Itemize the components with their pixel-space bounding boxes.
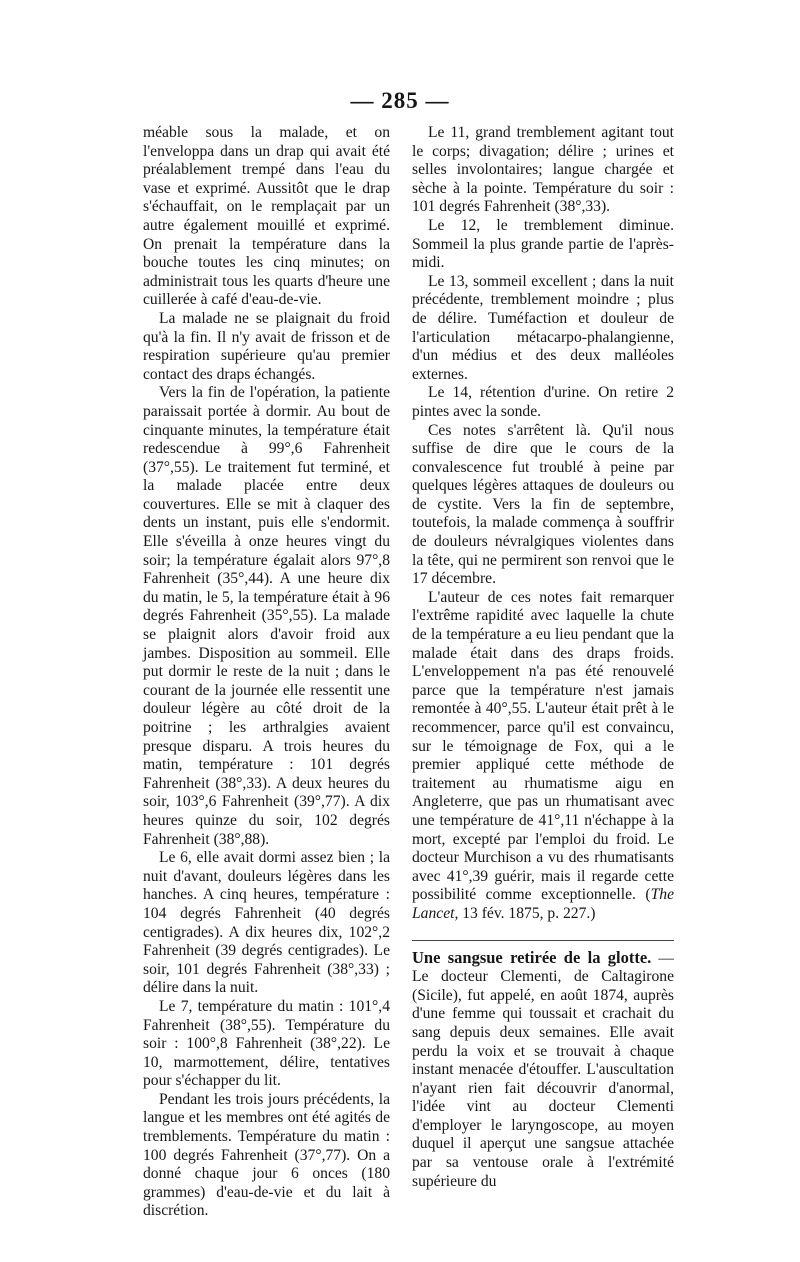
right-column — [412, 124, 674, 1191]
right-paragraph-2: Le 12, le tremblement diminue. Sommeil la plus grande partie de l'après-midi. — [412, 216, 674, 272]
left-column — [143, 124, 390, 1221]
citation-journal: The Lancet, — [412, 886, 674, 922]
section-divider — [412, 940, 674, 941]
right-paragraph-5: Ces notes s'arrêtent là. Qu'il nous suffise de dire que le cours de la convalescence fut troublé à peine par quelques légères attaques de douleurs ou de cystite. Vers la fin de septembre, toutefois, la malade commença à souffrir de douleurs névralgiques violentes dans la tête, qui ne permirent son renvoi que le 17 décembre. — [412, 421, 674, 588]
right-paragraph-1: Le 11, grand tremblement agitant tout le corps; divagation; délire ; urines et selles involontaires; langue chargée et sèche à la pointe. Température du soir : 101 degrés Fahrenheit (38°,33). — [412, 124, 674, 216]
article-paragraph — [412, 949, 674, 1192]
right-paragraph-3: Le 13, sommeil excellent ; dans la nuit précédente, tremblement moindre ; plus de délire. Tuméfaction et douleur de l'articulation métacarpo-phalangienne, d'un médius et des deux malléoles externes. — [412, 272, 674, 383]
right-paragraph-6 — [412, 589, 674, 924]
page-number: — 285 — — [350, 88, 450, 113]
right-paragraph-4: Le 14, rétention d'urine. On retire 2 pintes avec la sonde. — [412, 384, 674, 420]
article-body: — Le docteur Clementi, de Caltagirone (Sicile), fut appelé, en août 1874, auprès d'une femme qui toussait et crachait du sang depuis deux semaines. Elle avait perdu la voix et se trouvait à chaque instant menacée d'étouffer. L'auscultation n'ayant rien fait découvrir d'anormal, l'idée vint au docteur Clementi d'employer le laryngoscope, au moyen duquel il aperçut une sangsue attachée par sa ventouse orale à l'extrémité supérieure du — [412, 949, 674, 1190]
left-paragraph-3: Vers la fin de l'opération, la patiente paraissait portée à dormir. Au bout de cinquante minutes, la température était redescendue à 99°,6 Fahrenheit (37°,55). Le traitement fut terminé, et la malade placée entre deux couvertures. Elle se mit à claquer des dents un instant, puis elle s'endormit. Elle s'éveilla à onze heures vingt du soir; la température égalait alors 97°,8 Fahrenheit (35°,44). A une heure dix du matin, le 5, la température était à 96 degrés Fahrenheit (35°,55). La malade se plaignit alors d'avoir froid aux jambes. Disposition au sommeil. Elle put dormir le reste de la nuit ; dans le courant de la journée elle ressentit une douleur légère au côté droit de la poitrine ; les arthralgies avaient presque disparu. A trois heures du matin, température : 101 degrés Fahrenheit (38°,33). A deux heures du soir, 103°,6 Fahrenheit (39°,77). A dix heures quinze du soir, 102 degrés Fahrenheit (38°,88). — [143, 384, 390, 848]
citation-rest: 13 fév. 1875, p. 227.) — [458, 904, 596, 922]
right-paragraph-6-text: L'auteur de ces notes fait remarquer l'extrême rapidité avec laquelle la chute de la température a eu lieu pendant que la malade était dans des draps froids. L'enveloppement n'a pas été renouvelé parce que la température n'est jamais remontée à 40°,55. L'auteur était prêt à le recommencer, parce qu'il est convaincu, sur le témoignage de Fox, qui a le premier appliqué cette méthode de traitement au rhumatisme aigu en Angleterre, que pas un rhumatisant avec une température de 41°,11 n'échappe à la mort, excepté par l'emploi du froid. Le docteur Murchison a vu des rhumatisants avec 41°,39 guérir, mais il regarde cette possibilité comme exceptionnelle. ( — [412, 588, 674, 904]
left-paragraph-4: Le 6, elle avait dormi assez bien ; la nuit d'avant, douleurs légères dans les hanches. A cinq heures, température : 104 degrés Fahrenheit (40 degrés centigrades). A dix heures dix, 102°,2 Fahrenheit (39 degrés centigrades). Le soir, 101 degrés Fahrenheit (38°,33) ; délire dans la nuit. — [143, 849, 390, 997]
left-paragraph-2: La malade ne se plaignait du froid qu'à la fin. Il n'y avait de frisson et de respiration supérieure qu'au premier contact des draps échangés. — [143, 309, 390, 383]
left-paragraph-1: méable sous la malade, et on l'enveloppa dans un drap qui avait été préalablement trempé dans l'eau du vase et exprimé. Aussitôt que le drap s'échauffait, on le remplaçait par un autre également mouillé et exprimé. On prenait la température dans la bouche toutes les cinq minutes; on administrait tous les quarts d'heure une cuillerée à café d'eau-de-vie. — [143, 124, 390, 309]
left-paragraph-6: Pendant les trois jours précédents, la langue et les membres ont été agités de tremblements. Température du matin : 100 degrés Fahrenheit (37°,77). On a donné chaque jour 6 onces (180 grammes) d'eau-de-vie et du lait à discrétion. — [143, 1090, 390, 1220]
left-paragraph-5: Le 7, température du matin : 101°,4 Fahrenheit (38°,55). Température du soir : 100°,8 Fahrenheit (38°,22). Le 10, marmottement, délire, tentatives pour s'échapper du lit. — [143, 997, 390, 1090]
article-heading: Une sangsue retirée de la glotte. — [412, 947, 652, 967]
